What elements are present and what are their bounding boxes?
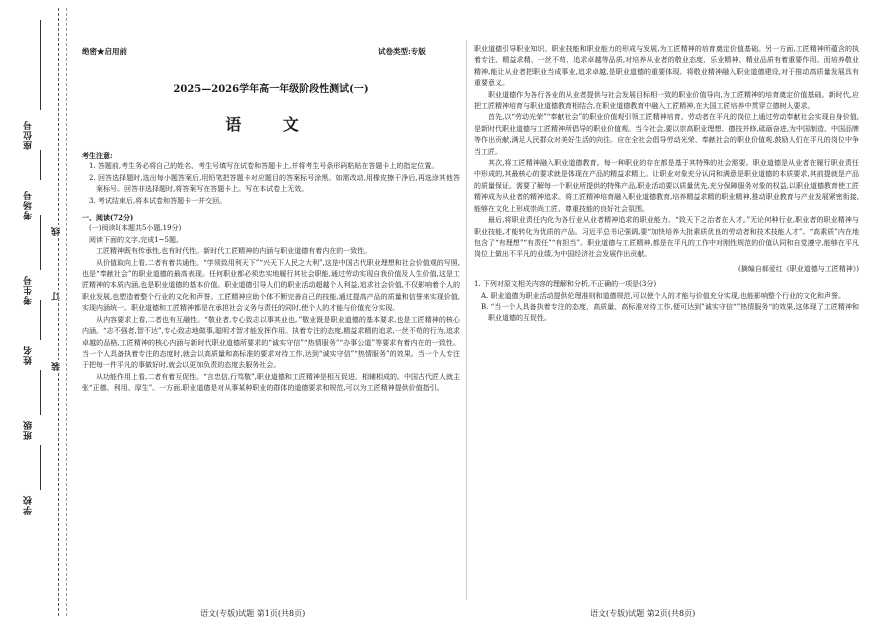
notice-item: 3. 考试结束后,将本试卷和答题卡一并交回。 xyxy=(89,196,227,205)
passage-paragraph: 工匠精神既有传承性,也有时代性。新时代工匠精神的内涵与职业道德有着内在的一致性。 xyxy=(96,247,372,256)
binding-line xyxy=(58,8,59,616)
notice-item: 1. 答题前,考生务必将自己的姓名、考生号填写在试卷和答题卡上,并将考生号条形码粘贴在答题卡上的指定位置。 xyxy=(89,162,439,171)
passage-paragraph: 职业道德作为各行各业的从业者提供与社会发展目标相一致的职业价值导向,为工匠精神的培育奠定价值基础。新时代,应把工匠精神培育与职业道德教育相结合,在职业道德教育中融入工匠精神,在大国工匠培养中贯穿立德树人要求。 xyxy=(474,90,859,111)
cut-mark-line: 线 xyxy=(52,227,62,236)
page-footer-right: 语文(专版)试题 第2页(共8页) xyxy=(590,609,696,618)
passage-paragraph: 从内容要求上看,二者也有互融性。“敬业者,专心致志以事其业也。”敬业既是职业道德的基本要求,也是工匠精神的核心内涵。“志不强者,智不达”,专心致志地做事,聪明才智才能发挥作用。执着专注的态度,精益求精的追求,一丝不苟的行为,追求卓越的品格,工匠精神的核心内涵与新时代职业道德所要求的“诚实守信”“热情服务”“办事公道”等要求有着内在的一致性。当一个人具备执着专注的态度时,就会以高质量和高标准的要求对待工作,达到“诚实守信”“热情服务”的效果。当一个人专注于把每一件平凡的事做好时,就会以更加负责的态度去服务社会。 xyxy=(82,315,460,370)
field-school: 学校 xyxy=(24,495,34,515)
right-column xyxy=(474,44,859,325)
passage-paragraph: 首先,以“劳动光荣”“奉献社会”的职业价值观引领工匠精神培育。劳动者在平凡的岗位上通过劳动奉献社会实现自身价值,是新时代职业道德与工匠精神所倡导的职业价值观。当今社会,要以崇高职业理想、德技并修,砥砺奋进,为中国制造、中国品牌等作出贡献,满足人民群众对美好生活的向往。应在全社会倡导劳动光荣、奉献社会的职业价值观,鼓励人们在平凡的岗位中争当工匠。 xyxy=(474,113,859,156)
left-column xyxy=(82,150,460,395)
field-class: 班级 xyxy=(24,420,34,440)
notice-item: 2. 回答选择题时,选出每小题答案后,用铅笔把答题卡对应题目的答案标号涂黑。如需改动,用橡皮擦干净后,再选涂其他答案标号。回答非选择题时,将答案写在答题卡上。写在本试卷上无效。 xyxy=(89,173,460,194)
fill-line-name[interactable] xyxy=(40,300,41,340)
passage-paragraph: 最后,将职业责任内化为各行业从业者精神追求的职业能力。“致天下之治者在人才。”无论何种行业,职业者的职业精神与职业技能,才能转化为优质的产品。习近平总书记强调,要“加快培养大批素质优良的劳动者和技术技能人才”。“高素质”内在地包含了“有理想”“有责任”“有担当”。职业道德与工匠精神,都是在平凡的工作中对刚性规范的价值认同和自觉遵守,能够在平凡岗位上做出不平凡的业绩,为中国经济社会发展作出贡献。 xyxy=(474,216,859,259)
passage-paragraph: 从价值取向上看,二者有着共通性。“学须致用利天下”“兴天下人民之大利”,这是中国古代职业理想和社会价值观的写照,也是“奉献社会”的职业道德的最高表现。任何职业都必须忠实地履行其社会职能,通过劳动实现自我价值及人生价值,这是工匠精神的本质内涵,也是职业道德的基本价值。职业道德引导人们的职业活动超越个人利益,追求社会价值,不仅影响着个人的职业发展,也塑造着整个行业的文化和声誉。工匠精神应助个体不断完善自己的技能,通过提高产品的质量和信誉来实现价值,实现内涵统一。职业道德和工匠精神都是在承担社会义务与责任的同时,使个人的才能与价值充分实现。 xyxy=(82,258,460,313)
confidential-label: 绝密★启用前 xyxy=(82,47,127,56)
passage-paragraph: 职业道德引导职业知识、职业技能和职业能力的形成与发展,为工匠精神的培育奠定价值基础。另一方面,工匠精神所蕴含的执着专注、精益求精、一丝不苟、追求卓越等品质,对培养从业者的敬业态度、乐业精神、精业品质有着重要作用。而培养敬业精神,能让从业者把职业当成事业,追求卓越,是职业道德的重要体现。将敬业精神融入职业道德建设,对于推动高质量发展具有重要意义。 xyxy=(474,45,859,88)
cut-mark-install: 装 xyxy=(52,362,62,371)
field-name: 姓名 xyxy=(24,345,34,365)
binding-line-inner xyxy=(66,8,67,616)
passage-source: (摘编自郝爱红《职业道德与工匠精神》) xyxy=(738,264,859,273)
subsection-heading: (一)阅读Ⅰ(本题共5小题,19分) xyxy=(89,224,182,233)
fill-line-room[interactable] xyxy=(40,150,41,180)
fill-line-class[interactable] xyxy=(40,370,41,415)
exam-title: 2025—2026学年高一年级阶段性测试(一) xyxy=(173,84,369,95)
fill-line-school[interactable] xyxy=(40,445,41,490)
binding-strip xyxy=(0,0,72,629)
reading-instruction: 阅读下面的文字,完成1~5题。 xyxy=(89,235,183,244)
passage-paragraph: 其次,将工匠精神融入职业道德教育。每一种职业的存在都是基于其特殊的社会需要。职业道德是从业者在履行职业责任中形成的,其最核心的要求就是体现在产品的精益求精上。让职业对象充分认同和满意是职业道德的本质要求,其前提就是产品的质量保证。需要了解每一个职业所提供的特殊产品,职业活动要以质量优先,充分保障服务对象的权益,以职业道德教育使工匠精神成为从业者的精神追求。将工匠精神培育融入职业道德教育,培养精益求精的职业精神,推动职业教育与产业发展紧密衔接,能够在文化上形成崇尚工匠、尊重技能的良好社会氛围。 xyxy=(474,159,859,213)
question-stem: 1. 下列对原文相关内容的理解和分析,不正确的一项是(3分) xyxy=(474,280,657,289)
page-divider xyxy=(466,40,467,600)
question-option-a[interactable]: A. 职业道德为职业活动提供伦理准则和道德规范,可以使个人的才能与价值充分实现,也能影响整个行业的文化和声誉。 xyxy=(481,291,845,300)
page-footer-left: 语文(专版)试题 第1页(共8页) xyxy=(200,609,306,618)
passage-paragraph: 从功能作用上看,二者有着互促性。“言忠信,行笃敬”,职业道德和工匠精神是相互促进、相辅相成的。中国古代匠人就主张“正德、利用、厚生”。一方面,职业道德是对从事某种职业的群体的道德要求和规范,可以为工匠精神提供价值指引。 xyxy=(82,372,460,393)
fill-line-candidate[interactable] xyxy=(40,215,41,270)
field-exam-room: 考场号 xyxy=(24,190,34,220)
subject-title: 语 文 xyxy=(225,115,317,134)
notice-heading: 考生注意: xyxy=(82,151,113,160)
field-candidate-number: 考生号 xyxy=(24,275,34,305)
field-seat-number: 座位号 xyxy=(24,120,34,150)
paper-type-label: 试卷类型:专版 xyxy=(378,47,426,56)
fill-line-seat[interactable] xyxy=(40,20,41,110)
cut-mark-bind: 订 xyxy=(52,292,62,301)
question-option-b[interactable]: B. “当一个人具备执着专注的态度、高质量、高标准对待工作,便可达到”诚实守信“”热情服务“的效果,这体现了工匠精神和职业道德的互促性。 xyxy=(481,302,859,323)
section-heading: 一、阅读(72分) xyxy=(82,213,134,223)
